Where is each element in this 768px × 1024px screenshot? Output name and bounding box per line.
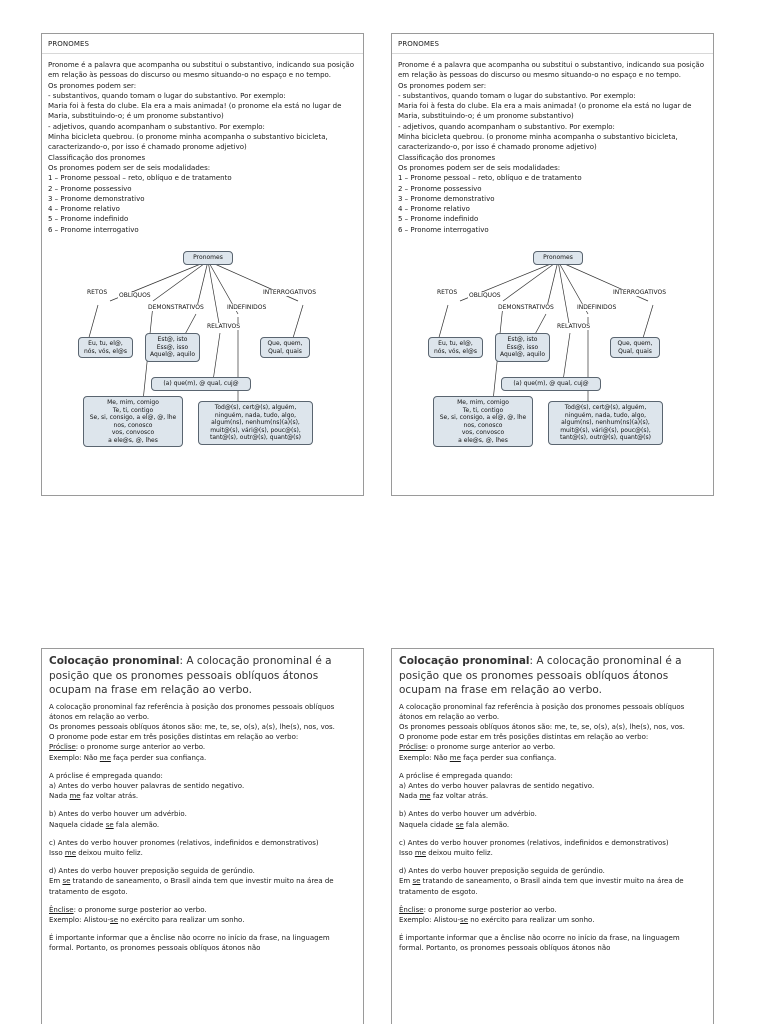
text-line: Classificação dos pronomes (48, 153, 146, 162)
node-interrogativos: Que, quem, Qual, quais (610, 337, 660, 358)
label-obliquos: OBLÍQUOS (469, 292, 501, 300)
paragraph: A colocação pronominal faz referência à posição dos pronomes pessoais oblíquos átonos em relação ao verbo. (399, 702, 685, 721)
paragraph: Os pronomes pessoais oblíquos átonos são: me, te, se, o(s), a(s), lhe(s), nos, vos. (49, 722, 335, 731)
paragraph: Os pronomes pessoais oblíquos átonos são: me, te, se, o(s), a(s), lhe(s), nos, vos. (399, 722, 685, 731)
paragraph: O pronome pode estar em três posições distintas em relação ao verbo: (399, 733, 649, 742)
text-line: 3 – Pronome demonstrativo (398, 194, 495, 203)
text-line: Minha bicicleta quebrou. (o pronome minha acompanha o substantivo bicicleta, caracterizando-o, por isso é chamado pronome adjetivo) (48, 133, 328, 152)
rule: d) Antes do verbo houver preposição seguida de gerúndio. (399, 867, 605, 876)
node-retos: Eu, tu, el@, nós, vós, el@s (78, 337, 133, 358)
card-title: PRONOMES (42, 34, 363, 54)
rule: b) Antes do verbo houver um advérbio. (49, 810, 187, 819)
label-obliquos: OBLÍQUOS (119, 292, 151, 300)
text-line: 4 – Pronome relativo (398, 205, 470, 214)
text-line: Classificação dos pronomes (398, 153, 496, 162)
text-line: 5 – Pronome indefinido (48, 215, 129, 224)
text-line: - adjetivos, quando acompanham o substantivo. Por exemplo: (48, 122, 265, 131)
text-line: - substantivos, quando tomam o lugar do substantivo. Por exemplo: (398, 91, 636, 100)
text-line: Maria foi à festa do clube. Ela era a mais animada! (o pronome ela está no lugar de Maria, substituindo-o; é um pronome substantivo) (48, 102, 342, 121)
text-line: 6 – Pronome interrogativo (398, 225, 489, 234)
label-demonstrativos: DEMONSTRATIVOS (148, 304, 204, 312)
text-line: Os pronomes podem ser de seis modalidades: (398, 163, 561, 172)
label-demonstrativos: DEMONSTRATIVOS (498, 304, 554, 312)
node-obliquos: Me, mim, comigo Te, ti, contigo Se, si, consigo, a el@, @, lhe nos, conosco vos, convosco a ele@s, @, lhes (433, 396, 533, 447)
example: Naquela cidade se fala alemão. (49, 820, 160, 829)
pronomes-card-right (391, 33, 714, 496)
example: Em se tratando de saneamento, o Brasil ainda tem que investir muito na área de tratamento de esgoto. (49, 877, 334, 896)
text-line: 1 – Pronome pessoal – reto, oblíquo e de tratamento (48, 174, 232, 183)
text-line: 6 – Pronome interrogativo (48, 225, 139, 234)
node-indefinidos: Tod@(s), cert@(s), alguém, ninguém, nada, tudo, algo, algum(ns), nenhum(ns)(a)(s), muit@(s), vári@(s), pouc@(s), tant@(s), outr@(s), quant@(s) (548, 401, 663, 445)
text-line: 3 – Pronome demonstrativo (48, 194, 145, 203)
node-demonstrativos: Est@, isto Ess@, isso Aquel@, aquilo (495, 333, 550, 362)
pronomes-text (42, 60, 363, 235)
text-line: Pronome é a palavra que acompanha ou substitui o substantivo, indicando sua posição em relação às pessoas do discurso ou mesmo situando-o no espaço e no tempo. (48, 61, 355, 80)
example: Exemplo: Não me faça perder sua confiança. (399, 753, 557, 762)
rule: a) Antes do verbo houver palavras de sentido negativo. (399, 781, 595, 790)
label-indefinidos: INDEFINIDOS (577, 304, 617, 312)
text-line: Os pronomes podem ser: (48, 81, 137, 90)
card-title: PRONOMES (392, 34, 713, 54)
example: Em se tratando de saneamento, o Brasil ainda tem que investir muito na área de tratamento de esgoto. (399, 877, 684, 896)
node-interrogativos: Que, quem, Qual, quais (260, 337, 310, 358)
label-indefinidos: INDEFINIDOS (227, 304, 267, 312)
example: Exemplo: Alistou-se no exército para realizar um sonho. (49, 915, 245, 924)
text-line: Os pronomes podem ser de seis modalidades: (48, 163, 211, 172)
paragraph: O pronome pode estar em três posições distintas em relação ao verbo: (49, 733, 299, 742)
paragraph: É importante informar que a ênclise não ocorre no início da frase, na linguagem formal. Portanto, os pronomes pessoais oblíquos átonos não (399, 934, 680, 953)
example: Isso me deixou muito feliz. (399, 848, 493, 857)
node-pronomes: Pronomes (183, 251, 233, 265)
colocacao-heading: Colocação pronominal: A colocação pronominal é a posição que os pronomes pessoais oblíquos átonos ocupam na frase em relação ao verbo. (399, 655, 682, 696)
label-retos: RETOS (437, 289, 458, 297)
example: Naquela cidade se fala alemão. (399, 820, 510, 829)
colocacao-card-right (391, 648, 714, 1024)
text-line: 1 – Pronome pessoal – reto, oblíquo e de tratamento (398, 174, 582, 183)
text-line: - adjetivos, quando acompanham o substantivo. Por exemplo: (398, 122, 615, 131)
label-retos: RETOS (87, 289, 108, 297)
text-line: 4 – Pronome relativo (48, 205, 120, 214)
node-relativos: (a) que(m), @ qual, cuj@ (151, 377, 251, 391)
text-line: Pronome é a palavra que acompanha ou substitui o substantivo, indicando sua posição em relação às pessoas do discurso ou mesmo situando-o no espaço e no tempo. (398, 61, 705, 80)
label-interrogativos: INTERROGATIVOS (613, 289, 667, 297)
text-line: 2 – Pronome possessivo (398, 184, 482, 193)
node-pronomes: Pronomes (533, 251, 583, 265)
label-relativos: RELATIVOS (207, 323, 241, 331)
example: Nada me faz voltar atrás. (399, 792, 489, 801)
node-demonstrativos: Est@, isto Ess@, isso Aquel@, aquilo (145, 333, 200, 362)
concept-map (398, 241, 708, 456)
paragraph: É importante informar que a ênclise não ocorre no início da frase, na linguagem formal. Portanto, os pronomes pessoais oblíquos átonos não (49, 934, 330, 953)
enclise-def: Ênclise: o pronome surge posterior ao verbo. (399, 905, 557, 914)
colocacao-card-left (41, 648, 364, 1024)
label-relativos: RELATIVOS (557, 323, 591, 331)
text-line: Os pronomes podem ser: (398, 81, 487, 90)
example: Nada me faz voltar atrás. (49, 792, 139, 801)
node-indefinidos: Tod@(s), cert@(s), alguém, ninguém, nada, tudo, algo, algum(ns), nenhum(ns)(a)(s), muit@(s), vári@(s), pouc@(s), tant@(s), outr@(s), quant@(s) (198, 401, 313, 445)
text-line: Maria foi à festa do clube. Ela era a mais animada! (o pronome ela está no lugar de Maria, substituindo-o; é um pronome substantivo) (398, 102, 692, 121)
pronomes-text (392, 60, 713, 235)
colocacao-heading: Colocação pronominal: A colocação pronominal é a posição que os pronomes pessoais oblíquos átonos ocupam na frase em relação ao verbo. (49, 655, 332, 696)
text-line: 5 – Pronome indefinido (398, 215, 479, 224)
text-line: 2 – Pronome possessivo (48, 184, 132, 193)
rule: d) Antes do verbo houver preposição seguida de gerúndio. (49, 867, 255, 876)
colocacao-body (42, 702, 363, 954)
example: Exemplo: Não me faça perder sua confiança. (49, 753, 207, 762)
example: Exemplo: Alistou-se no exército para realizar um sonho. (399, 915, 595, 924)
rule: c) Antes do verbo houver pronomes (relativos, indefinidos e demonstrativos) (399, 838, 669, 847)
example: Isso me deixou muito feliz. (49, 848, 143, 857)
node-retos: Eu, tu, el@, nós, vós, el@s (428, 337, 483, 358)
rule: a) Antes do verbo houver palavras de sentido negativo. (49, 781, 245, 790)
enclise-def: Ênclise: o pronome surge posterior ao verbo. (49, 905, 207, 914)
paragraph: A próclise é empregada quando: (399, 771, 513, 780)
paragraph: A colocação pronominal faz referência à posição dos pronomes pessoais oblíquos átonos em relação ao verbo. (49, 702, 335, 721)
node-relativos: (a) que(m), @ qual, cuj@ (501, 377, 601, 391)
proclise-def: Próclise: o pronome surge anterior ao verbo. (399, 743, 556, 752)
paragraph: A próclise é empregada quando: (49, 771, 163, 780)
label-interrogativos: INTERROGATIVOS (263, 289, 317, 297)
proclise-def: Próclise: o pronome surge anterior ao verbo. (49, 743, 206, 752)
colocacao-body (392, 702, 713, 954)
pronomes-card-left (41, 33, 364, 496)
text-line: - substantivos, quando tomam o lugar do substantivo. Por exemplo: (48, 91, 286, 100)
rule: b) Antes do verbo houver um advérbio. (399, 810, 537, 819)
rule: c) Antes do verbo houver pronomes (relativos, indefinidos e demonstrativos) (49, 838, 319, 847)
node-obliquos: Me, mim, comigo Te, ti, contigo Se, si, consigo, a el@, @, lhe nos, conosco vos, convosco a ele@s, @, lhes (83, 396, 183, 447)
concept-map (48, 241, 358, 456)
text-line: Minha bicicleta quebrou. (o pronome minha acompanha o substantivo bicicleta, caracterizando-o, por isso é chamado pronome adjetivo) (398, 133, 678, 152)
